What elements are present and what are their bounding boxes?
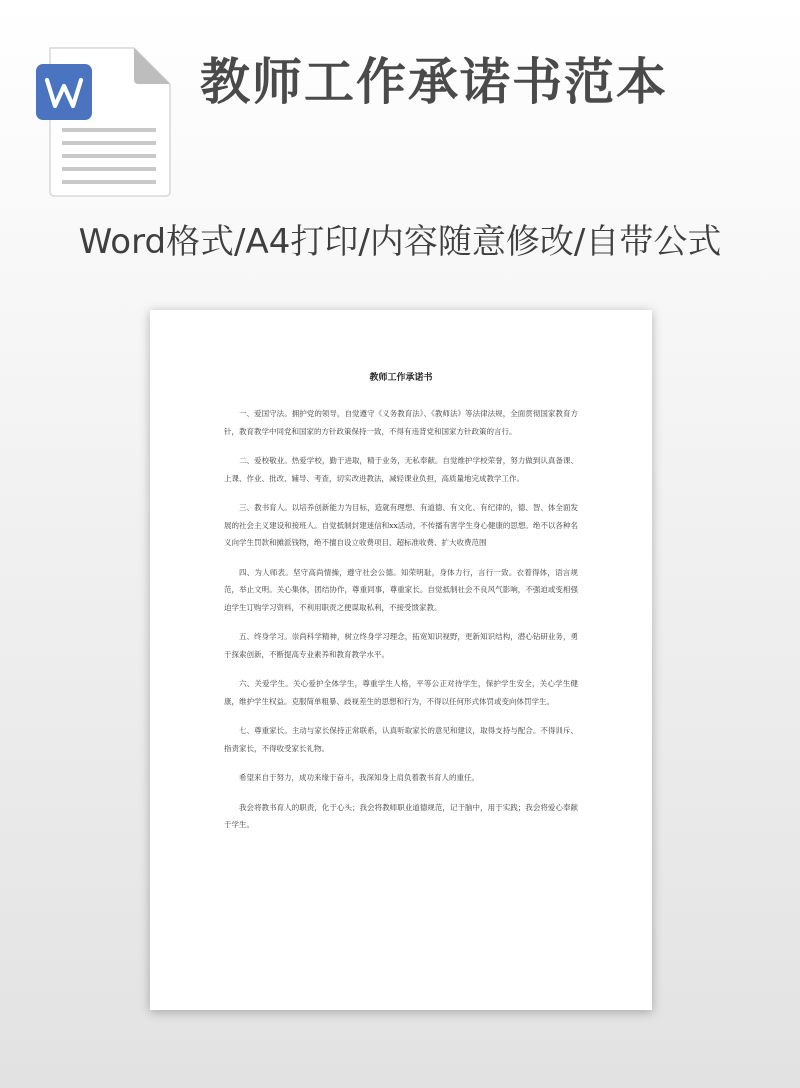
paragraph: 一、爱国守法。拥护党的领导，自觉遵守《义务教育法》、《教师法》等法律法规，全面贯彻国家教育方针，教育教学中同党和国家的方针政策保持一致，不得有违背党和国家方针政策的言行。 [224, 409, 578, 436]
paragraph: 五、终身学习。崇尚科学精神，树立终身学习理念，拓宽知识视野，更新知识结构，潜心钻研业务，勇于探索创新，不断提高专业素养和教育教学水平。 [224, 632, 578, 659]
paragraph: 二、爱校敬业。热爱学校，勤于进取，精于业务，无私奉献。自觉维护学校荣誉，努力做到认真备课、上课、作业、批改、辅导、考查，切实改进教法，减轻课业负担，高质量地完成教学工作。 [224, 456, 578, 483]
paragraph: 三、教书育人。以培养创新能力为目标，造就有理想、有道德、有文化、有纪律的，德、智、体全面发展的社会主义建设和接班人。自觉抵制封建迷信和xx活动，不传播有害学生身心健康的思想。绝不以各种名义向学生罚款和摊派钱物，绝不擅自设立收费项目、超标准收费、扩大收费范围 [224, 503, 578, 547]
word-document-icon [36, 46, 172, 198]
paragraph: 我会将教书育人的职责，化于心头；我会将教师职业道德规范，记于脑中，用于实践；我会将爱心奉献于学生。 [224, 802, 578, 829]
document-title: 教师工作承诺书 [369, 373, 433, 383]
subtitle: Word格式/A4打印/内容随意修改/自带公式 [78, 222, 722, 262]
paragraph: 四、为人师表。坚守高尚情操，遵守社会公德。知荣明耻，身体力行，言行一致。衣着得体，语言规范，举止文明。关心集体，团结协作，尊重同事，尊重家长。自觉抵制社会不良风气影响，不强迫或变相强迫学生订购学习资料，不利用职责之便谋取私利，不接受馈家教。 [224, 567, 578, 612]
document-preview [150, 310, 652, 1010]
paragraph: 七、尊重家长。主动与家长保持正常联系，认真听取家长的意见和建议，取得支持与配合。不得训斥、指责家长，不得收受家长礼物。 [224, 726, 578, 753]
paragraph: 希望来自于努力，成功来缘于奋斗，我深知身上肩负着教书育人的重任。 [239, 773, 479, 782]
paragraph: 六、关爱学生。关心爱护全体学生，尊重学生人格，平等公正对待学生，保护学生安全，关心学生健康，维护学生权益。克服简单粗暴、歧视差生的思想和行为，不得以任何形式体罚或变向体罚学生。 [224, 679, 578, 706]
page-title: 教师工作承诺书范本 [200, 53, 668, 111]
